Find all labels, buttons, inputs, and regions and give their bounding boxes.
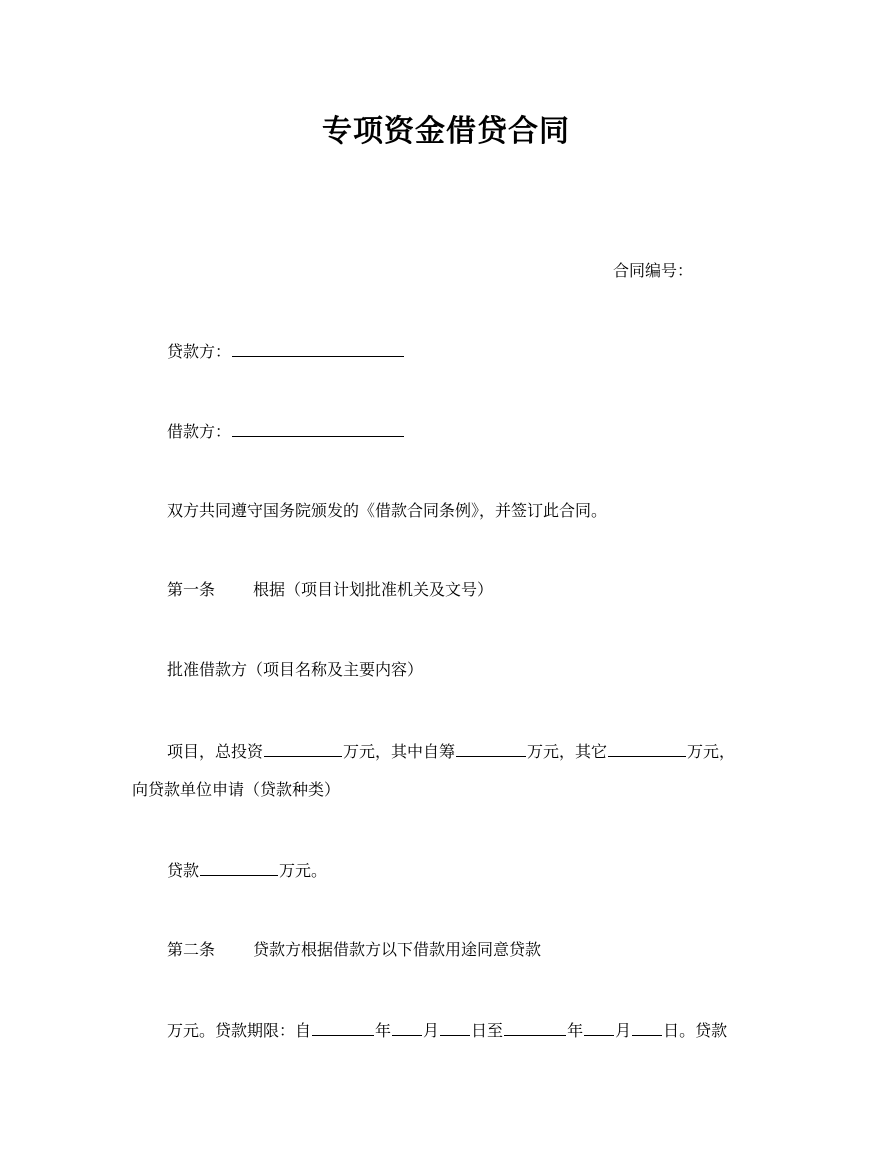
borrower-label: 借款方：: [167, 422, 232, 441]
end-day-blank[interactable]: [632, 1020, 662, 1036]
investment-text-3: 万元，其它: [527, 742, 608, 761]
article-1-text: 根据（项目计划批准机关及文号）: [253, 580, 494, 599]
term-text-3: 月: [423, 1021, 440, 1040]
lender-line: [167, 341, 405, 362]
start-month-blank[interactable]: [392, 1020, 422, 1036]
term-text-6: 月: [615, 1021, 632, 1040]
self-raised-blank[interactable]: [456, 741, 526, 757]
article-2-number: 第二条: [167, 940, 216, 959]
term-text-2: 年: [375, 1021, 392, 1040]
borrower-blank[interactable]: [232, 421, 404, 437]
preamble-text: 双方共同遵守国务院颁发的《借款合同条例》，并签订此合同。: [167, 501, 608, 520]
article-2: [167, 940, 541, 960]
article-1: [167, 580, 493, 600]
article-2-text: 贷款方根据借款方以下借款用途同意贷款: [253, 940, 542, 959]
loan-amount-blank[interactable]: [200, 860, 278, 876]
start-year-blank[interactable]: [312, 1020, 374, 1036]
start-day-blank[interactable]: [440, 1020, 470, 1036]
loan-term-line: [167, 1020, 727, 1041]
approve-line: 批准借款方（项目名称及主要内容）: [167, 660, 424, 679]
loan-amount-line: [167, 860, 327, 881]
investment-text-2: 万元，其中自筹: [343, 742, 456, 761]
lender-label: 贷款方：: [167, 342, 232, 361]
term-text-5: 年: [567, 1021, 584, 1040]
term-text-7: 日。贷款: [663, 1021, 728, 1040]
end-month-blank[interactable]: [584, 1020, 614, 1036]
loan-text-1: 贷款: [167, 861, 200, 880]
borrower-line: [167, 421, 405, 442]
end-year-blank[interactable]: [504, 1020, 566, 1036]
page-title: 专项资金借贷合同: [322, 114, 570, 149]
lender-blank[interactable]: [232, 341, 404, 357]
investment-text-1: 项目，总投资: [167, 742, 264, 761]
investment-line: [167, 741, 735, 762]
total-investment-blank[interactable]: [264, 741, 342, 757]
apply-line: 向贷款单位申请（贷款种类）: [132, 780, 341, 799]
contract-number-label: 合同编号：: [613, 261, 694, 280]
term-text-1: 万元。贷款期限：自: [167, 1021, 312, 1040]
other-funds-blank[interactable]: [608, 741, 686, 757]
term-text-4: 日至: [471, 1021, 504, 1040]
article-1-number: 第一条: [167, 580, 216, 599]
loan-text-2: 万元。: [279, 861, 328, 880]
investment-text-4: 万元，: [687, 742, 736, 761]
